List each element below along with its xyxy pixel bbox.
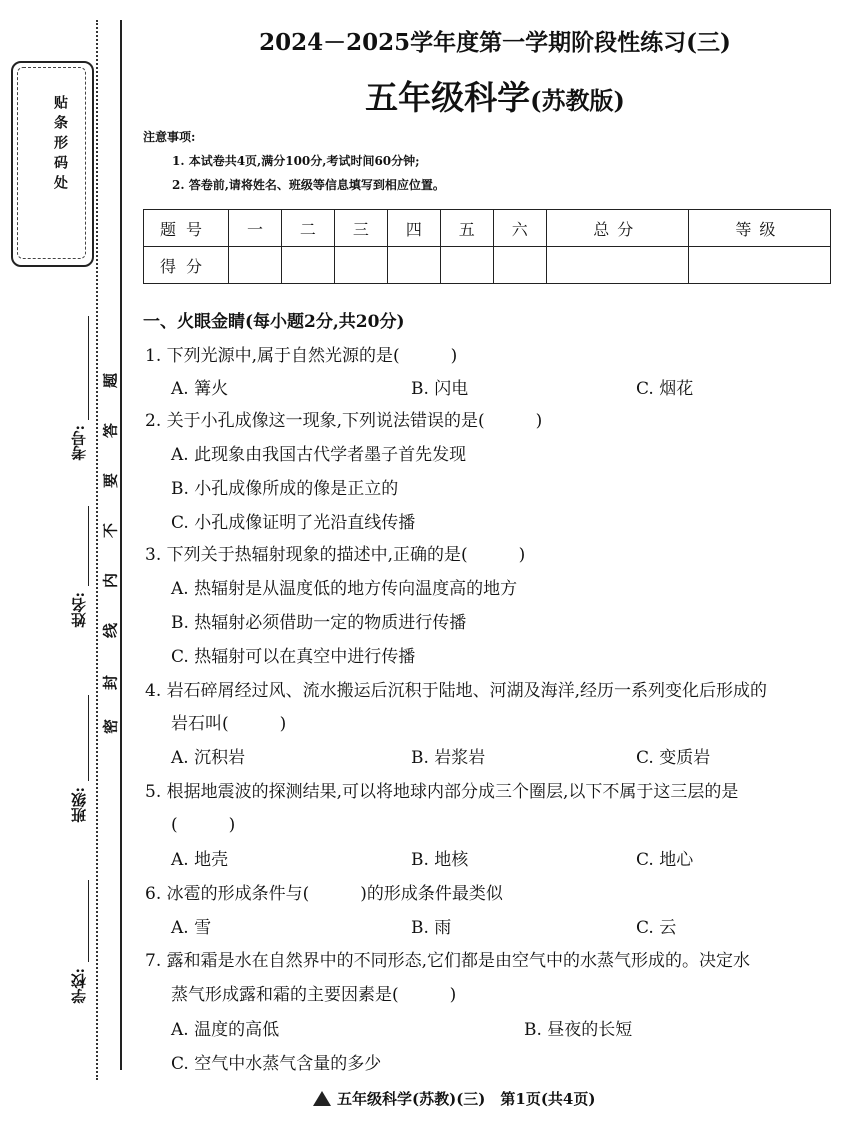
score-cell[interactable] (387, 247, 440, 284)
note-item: 2. 答卷前,请将姓名、班级等信息填写到相应位置。 (172, 178, 445, 192)
option[interactable]: B. 岩浆岩 (411, 748, 486, 768)
question-stem: 4. 岩石碎屑经过风、流水搬运后沉积于陆地、河湖及海洋,经历一系列变化后形成的 (145, 681, 768, 701)
score-header-cell: 六 (493, 210, 546, 247)
score-table (143, 209, 831, 284)
score-header-cell: 二 (281, 210, 334, 247)
name-label: 姓名: (70, 592, 88, 628)
exam-subtitle (150, 72, 840, 119)
notes-heading: 注意事项: (143, 130, 196, 144)
option[interactable]: C. 小孔成像证明了光沿直线传播 (171, 513, 416, 533)
school-line[interactable] (88, 880, 89, 962)
question-stem-cont: 蒸气形成露和霜的主要因素是( ) (171, 985, 457, 1005)
seal-char: 密 (101, 719, 120, 735)
option[interactable]: B. 雨 (411, 918, 452, 938)
option[interactable]: B. 热辐射必须借助一定的物质进行传播 (171, 613, 467, 633)
score-table-header-row (144, 210, 831, 247)
score-header-cell: 总分 (546, 210, 688, 247)
class-line[interactable] (88, 695, 89, 781)
score-header-cell: 五 (440, 210, 493, 247)
option[interactable]: A. 温度的高低 (171, 1020, 280, 1040)
score-header-cell: 三 (334, 210, 387, 247)
option[interactable]: C. 云 (636, 918, 677, 938)
score-table-score-row (144, 247, 831, 284)
option[interactable]: C. 烟花 (636, 379, 694, 399)
subject-title: 五年级科学 (365, 78, 531, 117)
page-footer (313, 1088, 595, 1109)
option[interactable]: B. 地核 (411, 850, 469, 870)
school-label: 学校: (70, 968, 88, 1004)
class-label: 班级: (70, 787, 88, 823)
option[interactable]: B. 小孔成像所成的像是正立的 (171, 479, 399, 499)
publisher-logo-icon (313, 1091, 331, 1106)
barcode-label: 贴条形码处 (52, 95, 68, 195)
exam-number-line[interactable] (88, 316, 89, 420)
seal-char: 题 (101, 373, 120, 389)
score-row-label: 得分 (144, 247, 229, 284)
option[interactable]: B. 闪电 (411, 379, 469, 399)
question-stem: 2. 关于小孔成像这一现象,下列说法错误的是( ) (145, 411, 543, 431)
question-stem: 7. 露和霜是水在自然界中的不同形态,它们都是由空气中的水蒸气形成的。决定水 (145, 951, 751, 971)
option[interactable]: C. 变质岩 (636, 748, 711, 768)
question-stem: 3. 下列关于热辐射现象的描述中,正确的是( ) (145, 545, 526, 565)
seal-char: 答 (101, 423, 120, 439)
footer-text: 五年级科学(苏教)(三) 第1页(共4页) (337, 1090, 596, 1108)
score-cell[interactable] (334, 247, 387, 284)
score-cell[interactable] (546, 247, 688, 284)
score-header-cell: 题号 (144, 210, 229, 247)
seal-char: 封 (101, 675, 120, 691)
question-stem: 1. 下列光源中,属于自然光源的是( ) (145, 346, 458, 366)
exam-title: 2024－2025学年度第一学期阶段性练习(三) (259, 29, 731, 56)
question-stem: 5. 根据地震波的探测结果,可以将地球内部分成三个圈层,以下不属于这三层的是 (145, 782, 739, 802)
seal-char: 要 (101, 473, 120, 489)
edition-label: (苏教版) (530, 86, 625, 115)
score-header-cell: 四 (387, 210, 440, 247)
option[interactable]: C. 地心 (636, 850, 694, 870)
seal-char: 线 (101, 623, 120, 639)
option[interactable]: C. 空气中水蒸气含量的多少 (171, 1054, 382, 1074)
section-heading: 一、火眼金睛(每小题2分,共20分) (143, 312, 405, 332)
binding-solid-line (120, 20, 122, 1070)
binding-dotted-line (96, 20, 98, 1080)
seal-char: 不 (101, 523, 120, 539)
score-cell[interactable] (229, 247, 282, 284)
score-header-cell: 一 (229, 210, 282, 247)
option[interactable]: A. 篝火 (171, 379, 229, 399)
exam-number-label: 考号: (70, 425, 88, 461)
option[interactable]: A. 热辐射是从温度低的地方传向温度高的地方 (171, 579, 518, 599)
question-stem: 6. 冰雹的形成条件与( )的形成条件最类似 (145, 884, 503, 904)
score-header-cell: 等级 (688, 210, 830, 247)
score-cell[interactable] (440, 247, 493, 284)
option[interactable]: A. 雪 (171, 918, 212, 938)
note-item: 1. 本试卷共4页,满分100分,考试时间60分钟; (172, 154, 420, 168)
option[interactable]: A. 地壳 (171, 850, 229, 870)
option[interactable]: B. 昼夜的长短 (524, 1020, 633, 1040)
score-cell[interactable] (281, 247, 334, 284)
option[interactable]: A. 此现象由我国古代学者墨子首先发现 (171, 445, 467, 465)
name-line[interactable] (88, 506, 89, 586)
question-stem-cont: 岩石叫( ) (171, 714, 287, 734)
option[interactable]: A. 沉积岩 (171, 748, 246, 768)
score-cell[interactable] (688, 247, 830, 284)
question-stem-cont: ( ) (171, 815, 236, 835)
score-cell[interactable] (493, 247, 546, 284)
option[interactable]: C. 热辐射可以在真空中进行传播 (171, 647, 416, 667)
seal-char: 内 (101, 573, 120, 589)
